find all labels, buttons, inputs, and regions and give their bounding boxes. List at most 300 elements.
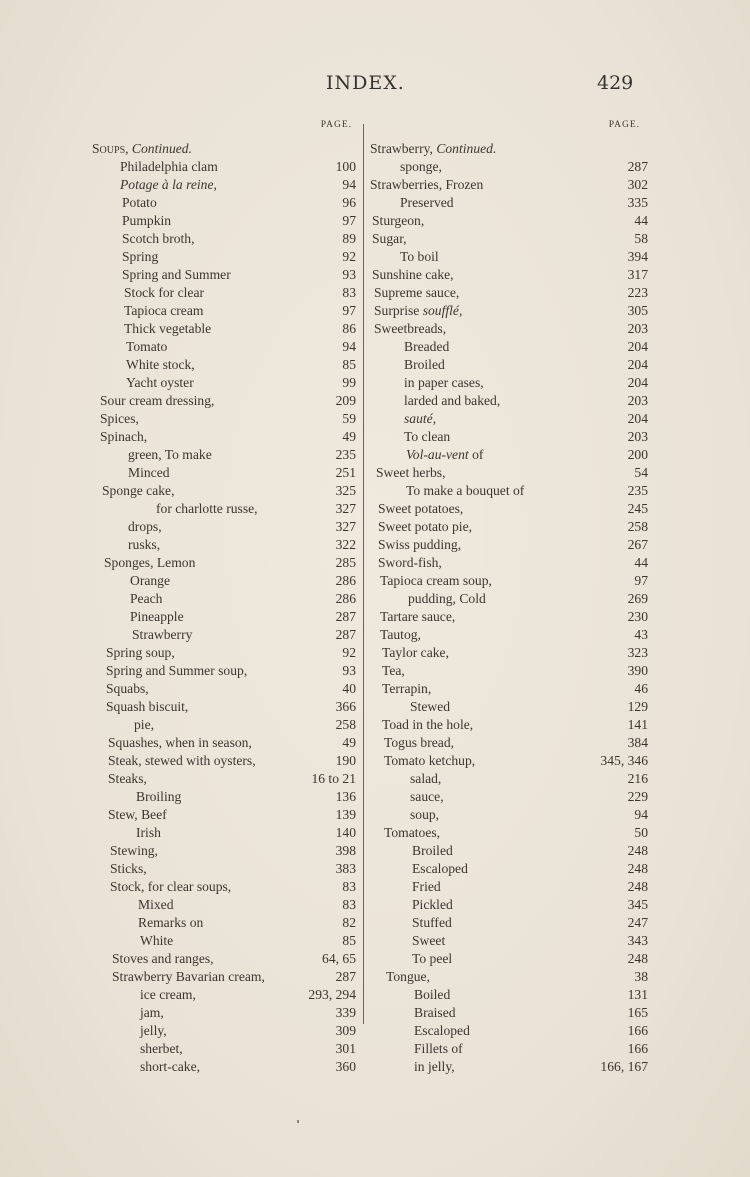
page-reference: 286 [335, 573, 356, 588]
index-term-text: rusks, [128, 537, 161, 552]
page-reference: 46 [634, 681, 648, 696]
index-term-text: Irish [136, 825, 161, 840]
page-reference: 38 [634, 969, 648, 984]
index-entry [370, 1058, 650, 1076]
index-entry [370, 410, 650, 428]
page-reference: 209 [335, 393, 356, 408]
index-entry [92, 842, 360, 860]
index-entry [92, 752, 360, 770]
page-reference: 360 [335, 1059, 356, 1074]
page-mark [297, 1120, 299, 1123]
page-reference: 204 [627, 357, 648, 372]
index-entry [92, 140, 360, 158]
index-term [374, 320, 446, 338]
page-reference: 85 [342, 933, 356, 948]
page-reference: 269 [627, 591, 648, 606]
index-term [122, 194, 157, 212]
page-reference: 190 [335, 753, 356, 768]
index-entry [370, 554, 650, 572]
index-entry [92, 518, 360, 536]
index-term-text: Taylor cake, [382, 645, 449, 660]
index-term-text: Broiling [136, 789, 182, 804]
index-term [412, 950, 452, 968]
index-term [384, 824, 440, 842]
index-term [136, 824, 161, 842]
index-term-text: Stuffed [412, 915, 452, 930]
index-term-text: Thick vegetable [124, 321, 212, 336]
index-term-text: Pumpkin [122, 213, 172, 228]
index-entry [370, 716, 650, 734]
index-term [372, 230, 407, 248]
index-term [372, 266, 454, 284]
page-reference: 248 [627, 861, 648, 876]
index-term [384, 734, 454, 752]
index-term [128, 518, 162, 536]
index-term-text: larded and baked, [404, 393, 501, 408]
index-term-text: pudding, Cold [408, 591, 486, 606]
index-entry [370, 1022, 650, 1040]
index-term-text: green, To make [128, 447, 212, 462]
index-entry [92, 230, 360, 248]
index-term [108, 770, 147, 788]
index-term-text: Sweet potatoes, [378, 501, 464, 516]
page-reference: 203 [627, 393, 648, 408]
page-reference: 339 [335, 1005, 356, 1020]
page-reference: 93 [342, 663, 356, 678]
index-term [140, 932, 173, 950]
index-term [128, 446, 212, 464]
index-term-text: Supreme sauce, [374, 285, 460, 300]
page-reference: 139 [335, 807, 356, 822]
index-term [110, 842, 158, 860]
page-reference: 166 [627, 1023, 648, 1038]
index-term-text: Sour cream dressing, [100, 393, 215, 408]
index-term-text: Remarks on [138, 915, 204, 930]
index-term [140, 1022, 167, 1040]
page-reference: 204 [627, 339, 648, 354]
index-entry [370, 950, 650, 968]
index-term [134, 716, 154, 734]
index-term-text: sponge, [400, 159, 442, 174]
index-term-text: Squash biscuit, [106, 699, 189, 714]
index-term [414, 1022, 470, 1040]
index-term-text: Sponge cake, [102, 483, 175, 498]
page-reference: 398 [335, 843, 356, 858]
index-term [122, 248, 158, 266]
page-reference: 200 [627, 447, 648, 462]
index-term-text: Sunshine cake, [372, 267, 454, 282]
index-term [400, 194, 454, 212]
page-reference: 345, 346 [600, 753, 648, 768]
index-entry [92, 338, 360, 356]
index-entry [92, 860, 360, 878]
index-term [400, 248, 439, 266]
index-term [100, 392, 214, 410]
index-term-text: Pineapple [130, 609, 184, 624]
index-term-text: Tapioca cream soup, [380, 573, 492, 588]
index-term [108, 806, 167, 824]
index-entry [92, 1022, 360, 1040]
index-term-text: Tartare sauce, [380, 609, 456, 624]
page-reference: 44 [634, 555, 648, 570]
page-reference: 59 [342, 411, 356, 426]
page-reference: 165 [627, 1005, 648, 1020]
index-entry [92, 896, 360, 914]
index-entry [92, 734, 360, 752]
index-term-text: Boiled [414, 987, 451, 1002]
page-reference: 287 [627, 159, 648, 174]
index-term [410, 770, 441, 788]
index-entry [92, 446, 360, 464]
index-entry [370, 680, 650, 698]
index-entry [92, 824, 360, 842]
index-term-text: Steaks, [108, 771, 147, 786]
index-term-text: Spices, [100, 411, 139, 426]
index-term-text: Squabs, [106, 681, 149, 696]
index-entry [92, 662, 360, 680]
index-entry [370, 1004, 650, 1022]
column-divider [363, 124, 364, 1024]
index-term-text: sauté, [404, 411, 437, 426]
index-entry [92, 1004, 360, 1022]
index-entry [370, 752, 650, 770]
index-term [106, 662, 247, 680]
index-term-text: Escaloped [412, 861, 468, 876]
page-reference: 305 [627, 303, 648, 318]
page-reference: 235 [627, 483, 648, 498]
index-term-text: Mixed [138, 897, 174, 912]
index-entry [370, 662, 650, 680]
index-entry [370, 518, 650, 536]
index-entry [92, 158, 360, 176]
index-term [124, 284, 204, 302]
index-term [406, 482, 524, 500]
page-reference: 44 [634, 213, 648, 228]
index-term [106, 680, 149, 698]
index-entry [92, 608, 360, 626]
index-entry [370, 140, 650, 158]
index-entry [92, 500, 360, 518]
index-term-text: Sticks, [110, 861, 147, 876]
index-term [414, 1004, 456, 1022]
index-term [92, 140, 192, 158]
index-term [122, 266, 231, 284]
index-entry [370, 878, 650, 896]
index-term [378, 536, 461, 554]
page-reference: 309 [335, 1023, 356, 1038]
page-reference: 97 [342, 303, 356, 318]
index-term-text: for charlotte russe, [156, 501, 258, 516]
index-term [106, 698, 188, 716]
index-term-text: Sweet [412, 933, 446, 948]
index-term-text: Spring [122, 249, 159, 264]
page-number: 429 [597, 72, 634, 94]
index-entry [92, 590, 360, 608]
page-reference: 49 [342, 429, 356, 444]
index-entry [370, 770, 650, 788]
index-term-text: To make a bouquet of [406, 483, 525, 498]
index-term-text: ice cream, [140, 987, 196, 1002]
page-reference: 287 [335, 969, 356, 984]
page-reference: 94 [342, 339, 356, 354]
index-term-text: sauce, [410, 789, 444, 804]
index-term-text: Toad in the hole, [382, 717, 474, 732]
page-reference: 302 [627, 177, 648, 192]
index-term-text: Strawberry Bavarian cream, [112, 969, 265, 984]
index-entry [92, 536, 360, 554]
page-reference: 384 [627, 735, 648, 750]
index-term [374, 302, 462, 320]
index-entry [370, 428, 650, 446]
page-reference: 267 [627, 537, 648, 552]
index-term [130, 608, 184, 626]
index-term-text: Minced [128, 465, 170, 480]
index-entry [370, 482, 650, 500]
index-term-text: Spring soup, [106, 645, 175, 660]
index-term-text: Tautog, [380, 627, 421, 642]
index-entry [92, 950, 360, 968]
index-term [412, 914, 452, 932]
index-entry [92, 428, 360, 446]
index-term-text: in jelly, [414, 1059, 455, 1074]
index-term [370, 140, 496, 158]
page-reference: 129 [627, 699, 648, 714]
index-entry [370, 446, 650, 464]
page-reference: 223 [627, 285, 648, 300]
page-reference: 89 [342, 231, 356, 246]
page-reference: 96 [342, 195, 356, 210]
index-entry [92, 392, 360, 410]
index-term-text: Spinach, [100, 429, 148, 444]
index-term [126, 338, 167, 356]
index-term [380, 572, 492, 590]
index-term-text: Sponges, Lemon [104, 555, 196, 570]
index-entry [92, 464, 360, 482]
index-term [140, 986, 196, 1004]
page-reference: 136 [335, 789, 356, 804]
page-reference: 251 [335, 465, 356, 480]
index-entry [92, 806, 360, 824]
index-term [412, 842, 453, 860]
page-reference: 203 [627, 429, 648, 444]
index-term-text: in paper cases, [404, 375, 484, 390]
index-term [410, 698, 450, 716]
index-term-text: Stoves and ranges, [112, 951, 214, 966]
page-column-header: PAGE. [608, 120, 640, 130]
index-term-text: Tomato [126, 339, 168, 354]
index-entry [370, 842, 650, 860]
index-entry [92, 572, 360, 590]
index-term [378, 500, 463, 518]
index-term-text: Broiled [404, 357, 445, 372]
index-term-text: Swiss pudding, [378, 537, 462, 552]
index-term [386, 968, 430, 986]
index-term-text: Fried [412, 879, 441, 894]
index-term [376, 464, 445, 482]
index-term-text: Potage à la reine, [120, 177, 217, 192]
page-reference: 258 [335, 717, 356, 732]
index-entry [370, 248, 650, 266]
index-term [140, 1058, 200, 1076]
page-reference: 325 [335, 483, 356, 498]
index-entry [370, 356, 650, 374]
index-term [136, 788, 181, 806]
index-term [124, 302, 203, 320]
index-entry [370, 338, 650, 356]
index-entry [370, 932, 650, 950]
page-reference: 327 [335, 519, 356, 534]
index-entry [370, 302, 650, 320]
index-term-text: To peel [412, 951, 453, 966]
index-entry [370, 698, 650, 716]
index-term [130, 572, 170, 590]
page-reference: 204 [627, 375, 648, 390]
index-entry [92, 680, 360, 698]
page-reference: 97 [634, 573, 648, 588]
page-reference: 203 [627, 321, 648, 336]
index-term [404, 374, 484, 392]
index-entry [92, 320, 360, 338]
index-term-text: White stock, [126, 357, 195, 372]
index-term-text: pie, [134, 717, 155, 732]
page-reference: 141 [627, 717, 648, 732]
index-entry [92, 986, 360, 1004]
page-reference: 16 to 21 [311, 771, 356, 786]
page-reference: 394 [627, 249, 648, 264]
index-entry [92, 968, 360, 986]
index-term-text: jam, [140, 1005, 164, 1020]
index-term-text: Preserved [400, 195, 454, 210]
index-term [112, 950, 214, 968]
index-term [382, 716, 473, 734]
page-reference: 287 [335, 609, 356, 624]
index-term [100, 428, 147, 446]
index-entry [370, 608, 650, 626]
index-term-text: sherbet, [140, 1041, 183, 1056]
index-entry [92, 266, 360, 284]
index-term [378, 554, 442, 572]
page-reference: 92 [342, 645, 356, 660]
index-term [122, 212, 171, 230]
page-reference: 293, 294 [308, 987, 356, 1002]
index-entry [92, 212, 360, 230]
index-term [124, 320, 211, 338]
running-head [0, 72, 750, 96]
page-reference: 343 [627, 933, 648, 948]
index-term-text: jelly, [140, 1023, 167, 1038]
index-term-text: Vol-au-vent [406, 447, 469, 462]
index-term-text: Philadelphia clam [120, 159, 218, 174]
index-term [382, 644, 449, 662]
index-entry [370, 284, 650, 302]
page-reference: 50 [634, 825, 648, 840]
index-entry [370, 1040, 650, 1058]
index-entry [370, 734, 650, 752]
page-reference: 204 [627, 411, 648, 426]
index-term [382, 662, 405, 680]
index-term-text: Orange [130, 573, 171, 588]
index-entry [92, 698, 360, 716]
index-term [380, 608, 455, 626]
index-term [138, 914, 203, 932]
index-term-text: Stock for clear [124, 285, 205, 300]
index-term-text: Fillets of [414, 1041, 463, 1056]
index-term [104, 554, 195, 572]
page-reference: 247 [627, 915, 648, 930]
index-entry [370, 572, 650, 590]
index-entry [92, 482, 360, 500]
page-reference: 322 [335, 537, 356, 552]
index-term [110, 860, 147, 878]
index-term-text: Sweetbreads, [374, 321, 447, 336]
index-entry [92, 374, 360, 392]
index-entry [370, 788, 650, 806]
page-reference: 99 [342, 375, 356, 390]
index-term-text: Escaloped [414, 1023, 470, 1038]
page-reference: 92 [342, 249, 356, 264]
index-term [410, 788, 444, 806]
index-entry [92, 878, 360, 896]
page-reference: 131 [627, 987, 648, 1002]
index-term [414, 986, 450, 1004]
page-reference: 93 [342, 267, 356, 282]
index-term [120, 176, 217, 194]
index-entry [370, 230, 650, 248]
index-term-text: salad, [410, 771, 442, 786]
index-term [372, 212, 424, 230]
page-reference: 248 [627, 951, 648, 966]
page-reference: 345 [627, 897, 648, 912]
index-term [406, 446, 483, 464]
index-term [404, 428, 450, 446]
index-term-text: Steak, stewed with oysters, [108, 753, 256, 768]
index-term-text: Strawberries, Frozen [370, 177, 484, 192]
page-reference: 94 [634, 807, 648, 822]
page-reference: 58 [634, 231, 648, 246]
index-term [108, 752, 256, 770]
page-title: INDEX. [326, 72, 405, 94]
page-reference: 323 [627, 645, 648, 660]
index-term [100, 410, 139, 428]
index-term-text: Sturgeon, [372, 213, 425, 228]
page-reference: 301 [335, 1041, 356, 1056]
index-entry [370, 374, 650, 392]
index-term [374, 284, 459, 302]
page-reference: 286 [335, 591, 356, 606]
index-entry [370, 464, 650, 482]
index-entry [370, 824, 650, 842]
index-term-text: Sugar, [372, 231, 407, 246]
index-term [380, 626, 421, 644]
index-term-text: Sweet herbs, [376, 465, 446, 480]
index-entry [370, 860, 650, 878]
index-term-text: To clean [404, 429, 451, 444]
index-entry [92, 626, 360, 644]
index-entry [92, 644, 360, 662]
index-term [404, 356, 445, 374]
page-reference: 229 [627, 789, 648, 804]
index-term-text: Sweet potato pie, [378, 519, 473, 534]
index-term-text: Sword-fish, [378, 555, 442, 570]
index-entry [92, 554, 360, 572]
index-term-text: Pickled [412, 897, 453, 912]
page-reference: 40 [342, 681, 356, 696]
index-term-text: Soups, [92, 141, 129, 156]
index-term [410, 806, 439, 824]
index-entry [92, 914, 360, 932]
index-term-text: Tomato ketchup, [384, 753, 476, 768]
index-column-left [92, 120, 360, 1076]
